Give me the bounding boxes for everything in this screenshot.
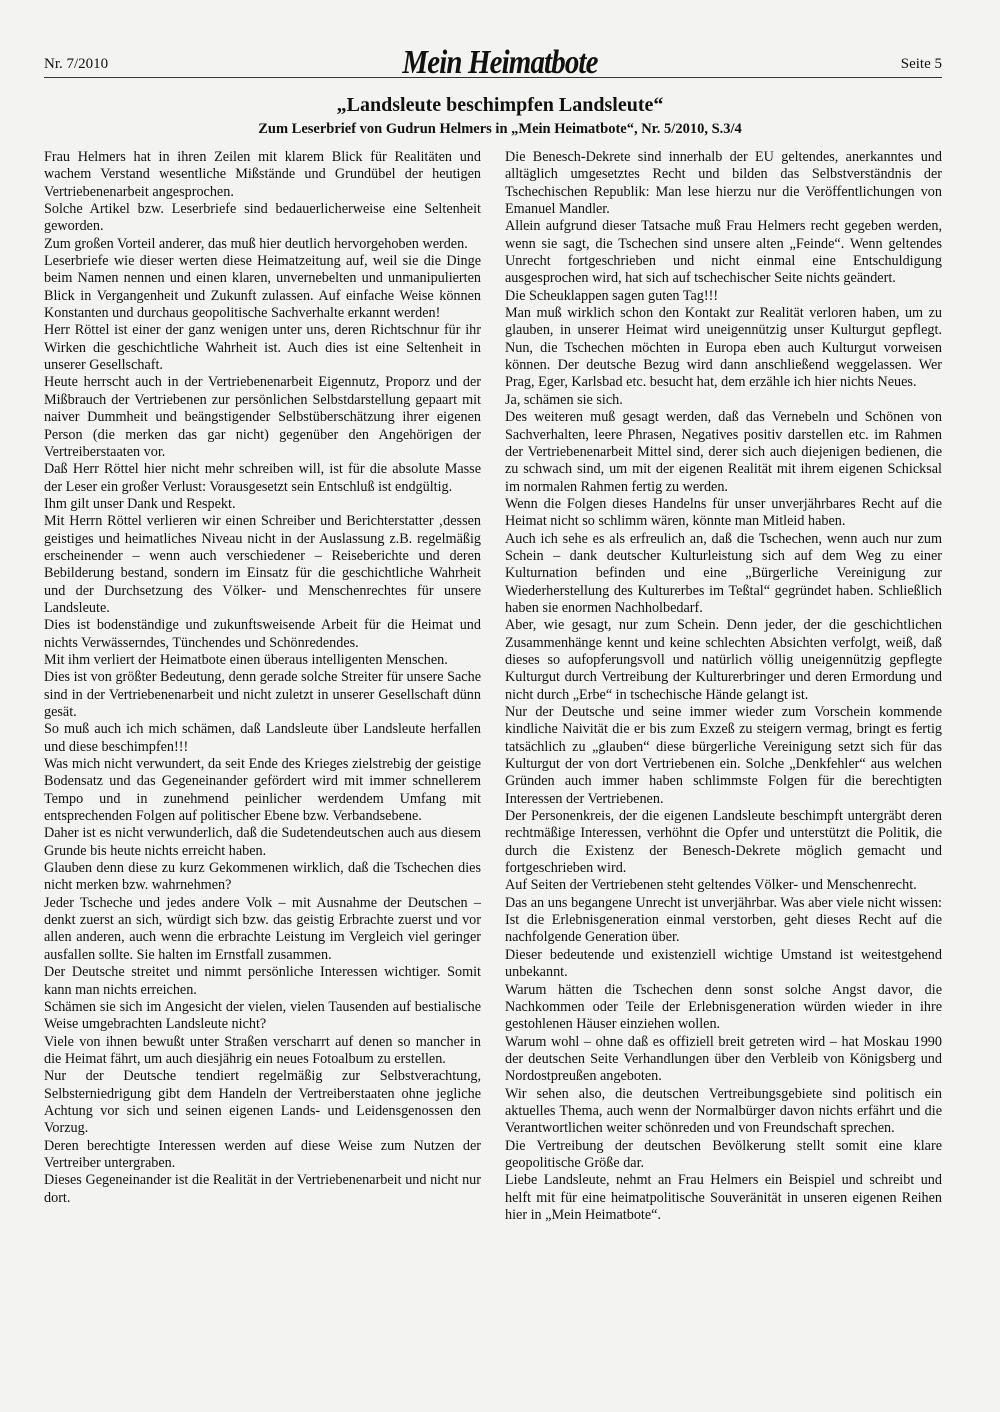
paragraph: Viele von ihnen bewußt unter Straßen verscharrt auf denen so mancher in die Heimat fährt, um auch diesjährig ein neues Fotoalbum zu erstellen. xyxy=(44,1033,481,1067)
paragraph: So muß auch ich mich schämen, daß Landsleute über Landsleute herfallen und diese beschimpfen!!! xyxy=(44,721,481,755)
paragraph: Heute herrscht auch in der Vertriebenenarbeit Eigennutz, Proporz und der Mißbrauch der Vertriebenen zur persönlichen Selbstdarstellung gepaart mit naiver Dummheit und beängstigender Selbstüberschätzung ihrer eigenen Person (die merken das gar nicht) gegenüber den Angehörigen der Vertreiberstaaten vor. xyxy=(44,374,481,460)
paragraph: Der Personenkreis, der die eigenen Landsleute beschimpft untergräbt deren rechtmäßige Interessen, verhöhnt die Opfer und unterstützt die Politik, die durch die Existenz der Benesch-Dekrete möglich gemacht und fortgeschrieben wird. xyxy=(505,808,942,877)
article-title: „Landsleute beschimpfen Landsleute“ xyxy=(336,94,664,116)
paragraph: Solche Artikel bzw. Leserbriefe sind bedauerlicherweise eine Seltenheit geworden. xyxy=(44,201,481,235)
paragraph: Glauben denn diese zu kurz Gekommenen wirklich, daß die Tschechen dies nicht merken bzw. wahrnehmen? xyxy=(44,860,481,894)
paragraph: Frau Helmers hat in ihren Zeilen mit klarem Blick für Realitäten und wachem Verstand wesentliche Mißstände und Grundübel der heutigen Vertriebenenarbeit angesprochen. xyxy=(44,149,481,200)
paragraph: Mit ihm verliert der Heimatbote einen überaus intelligenten Menschen. xyxy=(44,651,448,668)
paragraph: Ihm gilt unser Dank und Respekt. xyxy=(44,495,236,512)
paragraph: Daß Herr Röttel hier nicht mehr schreiben will, ist für die absolute Masse der Leser ein großer Verlust: Vorausgesetzt sein Entschluß ist endgültig. xyxy=(44,461,481,495)
page-number: Seite 5 xyxy=(900,56,942,72)
paragraph: Auf Seiten der Vertriebenen steht geltendes Völker- und Menschenrecht. xyxy=(505,877,917,894)
paragraph: Nur der Deutsche tendiert regelmäßig zur Selbstverachtung, Selbsterniedrigung gibt dem Handeln der Vertreiberstaaten ohne jegliche Achtung vor sich und seinen eigenen Lands- und Leidensgenossen den Vorzug. xyxy=(44,1068,481,1137)
paragraph: Das an uns begangene Unrecht ist unverjährbar. Was aber viele nicht wissen: Ist die Erlebnisgeneration einmal verstorben, geht dieses Recht auf die nachfolgende Generation über. xyxy=(505,894,942,946)
paragraph: Man muß wirklich schon den Kontakt zur Realität verloren haben, um zu glauben, in unserer Heimat wird uneigennützig unser Kulturgut gepflegt. Nun, die Tschechen möchten in Europa eben auch Kulturgut vorweisen können. Der deutsche Bezug wird dann anschließend weggelassen. Wer Prag, Eger, Karlsbad etc. besucht hat, dem erzähle ich hier nichts Neues. xyxy=(505,305,942,391)
paragraph: Jeder Tscheche und jedes andere Volk – mit Ausnahme der Deutschen – denkt zuerst an sich, würdigt sich bzw. das geistig Erbrachte zuerst und vor allen anderen, auch wenn die erbrachte Leistung im Vergleich viel geringer ausfallen sollte. Sie halten im Ernstfall zusammen. xyxy=(44,894,481,963)
masthead-logo: Mein Heimatbote xyxy=(402,44,598,81)
paragraph: Allein aufgrund dieser Tatsache muß Frau Helmers recht gegeben werden, wenn sie sagt, die Tschechen sind unsere alten „Feinde“. Wenn geltendes Unrecht fortgeschrieben und nicht einmal eine Entschuldigung ausgesprochen wird, hat sich auf tschechischer Seite nichts geändert. xyxy=(505,218,942,287)
paragraph: Die Scheuklappen sagen guten Tag!!! xyxy=(505,287,719,304)
paragraph: Leserbriefe wie dieser werten diese Heimatzeitung auf, weil sie die Dinge beim Namen nennen und einen klaren, unvernebelten und unmanipulierten Blick in Vergangenheit und Zukunft zulassen. Auf einfache Weise können Konstanten und durchaus geopolitische Sachverhalte erkannt werden! xyxy=(44,253,481,322)
paragraph: Dies ist von größter Bedeutung, denn gerade solche Streiter für unsere Sache sind in der Vertriebenenarbeit und nicht zuletzt in unserer Gesellschaft dünn gesät. xyxy=(44,669,481,720)
issue-number: Nr. 7/2010 xyxy=(44,56,109,72)
page-header xyxy=(0,44,1000,90)
paragraph: Warum wohl – ohne daß es offiziell breit getreten wird – hat Moskau 1990 der deutschen Seite Verhandlungen über den Verbleib von Königsberg und Nordostpreußen angeboten. xyxy=(505,1033,942,1085)
paragraph: Auch ich sehe es als erfreulich an, daß die Tschechen, wenn auch nur zum Schein – dank deutscher Kulturleistung sich auf dem Weg zu einer Kulturnation befinden und eine „Bürgerliche Vereinigung zur Wiederherstellung des Kulturerbes im Teßtal“ gegründet haben. Schließlich haben sie enormen Nachholbedarf. xyxy=(505,530,942,616)
paragraph: Daher ist es nicht verwunderlich, daß die Sudetendeutschen auch aus diesem Grunde bis heute nichts erreicht haben. xyxy=(44,825,481,859)
paragraph: Zum großen Vorteil anderer, das muß hier deutlich hervorgehoben werden. xyxy=(44,235,468,252)
paragraph: Der Deutsche streitet und nimmt persönliche Interessen wichtiger. Somit kann man nichts erreichen. xyxy=(44,964,481,998)
paragraph: Wenn die Folgen dieses Handelns für unser unverjährbares Recht auf die Heimat nicht so schlimm wären, könnte man Mitleid haben. xyxy=(505,495,942,530)
paragraph: Die Vertreibung der deutschen Bevölkerung stellt somit eine klare geopolitische Größe dar. xyxy=(505,1137,942,1171)
article-column-right xyxy=(505,149,942,1224)
paragraph: Schämen sie sich im Angesicht der vielen, vielen Tausenden auf bestialische Weise umgebrachten Landsleute nicht? xyxy=(44,998,481,1033)
paragraph: Dieses Gegeneinander ist die Realität in der Vertriebenenarbeit und nicht nur dort. xyxy=(44,1172,481,1206)
paragraph: Nur der Deutsche und seine immer wieder zum Vorschein kommende kindliche Naivität die er bis zum Exzeß zu steigern vermag, bringt es fertig tatsächlich zu „glauben“ diese bürgerliche Vereinigung setzt sich für das Kulturgut der von dort Vertriebenen ein. Solche „Denkfehler“ aus welchen Gründen auch immer haben schlimmste Folgen für die berechtigten Interessen der Vertriebenen. xyxy=(505,704,942,807)
paragraph: Aber, wie gesagt, nur zum Schein. Denn jeder, der die geschichtlichen Zusammenhänge kennt und keine schlechten Absichten verfolgt, weiß, daß dieses so aufopferungsvoll und natürlich völlig uneigennützig gepflegte Kulturgut durch Vertreibung der Kulturerbringer und deren Ermordung und nicht durch „Erbe“ in tschechische Hände gelangt ist. xyxy=(505,617,942,703)
article-column-left xyxy=(44,149,481,1207)
paragraph: Dieser bedeutende und existenziell wichtige Umstand ist weitestgehend unbekannt. xyxy=(505,946,942,981)
paragraph: Herr Röttel ist einer der ganz wenigen unter uns, deren Richtschnur für ihr Wirken die geschichtliche Wahrheit ist. Auch dies ist eine Seltenheit in unserer Gesellschaft. xyxy=(44,322,481,374)
paragraph: Deren berechtigte Interessen werden auf diese Weise zum Nutzen der Vertreiber untergraben. xyxy=(44,1137,481,1171)
paragraph: Mit Herrn Röttel verlieren wir einen Schreiber und Berichterstatter ‚dessen geistiges und heimatliches Niveau nicht in der Auslassung z.B. regelmäßig erscheinender – wenn auch verschiedener – Reiseberichte und deren Bebilderung bestand, sondern im Einsatz für die geschichtliche Wahrheit und der Durchsetzung des Völker- und Menschenrechtes für unsere Landsleute. xyxy=(44,513,481,616)
header-rule xyxy=(44,77,942,78)
paragraph: Dies ist bodenständige und zukunftsweisende Arbeit für die Heimat und nichts Verwässerndes, Tünchendes und Schönredendes. xyxy=(44,617,481,651)
paragraph: Warum hätten die Tschechen denn sonst solche Angst davor, die Nachkommen oder Teile der Erlebnisgeneration würden wieder in ihre gestohlenen Häuser einziehen wollen. xyxy=(505,981,942,1033)
paragraph: Wir sehen also, die deutschen Vertreibungsgebiete sind politisch ein aktuelles Thema, auch wenn der Normalbürger davon nichts erfährt und die Verantwortlichen weiter schönreden und von Freundschaft sprechen. xyxy=(505,1085,942,1137)
paragraph: Des weiteren muß gesagt werden, daß das Vernebeln und Schönen von Sachverhalten, leere Phrasen, Negatives positiv darstellen etc. im Rahmen der Vertriebenenarbeit Mittel sind, derer sich auch diejenigen bedienen, die zu schwach sind, um mit der eigenen Realität mit ihrem eigenen Schicksal im normalen Rahmen fertig zu werden. xyxy=(505,409,942,495)
paragraph: Liebe Landsleute, nehmt an Frau Helmers ein Beispiel und schreibt und helft mit für eine heimatpolitische Souveränität in unseren eigenen Reihen hier in „Mein Heimatbote“. xyxy=(505,1172,942,1223)
paragraph: Was mich nicht verwundert, da seit Ende des Krieges zielstrebig der geistige Bodensatz und das Gegeneinander gefördert wird mit immer schnellerem Tempo und in zunehmend peinlicher werdendem Umfang mit entsprechenden Folgen auf politischer Ebene bzw. Verbandsebene. xyxy=(44,756,481,825)
paragraph: Die Benesch-Dekrete sind innerhalb der EU geltendes, anerkanntes und alltäglich umgesetztes Recht und bilden das Selbstverständnis der Tschechischen Republik: Man lese hierzu nur die Veröffentlichungen von Emanuel Mandler. xyxy=(505,149,942,218)
paragraph: Ja, schämen sie sich. xyxy=(505,391,623,408)
article-subtitle: Zum Leserbrief von Gudrun Helmers in „Mein Heimatbote“, Nr. 5/2010, S.3/4 xyxy=(258,121,742,137)
